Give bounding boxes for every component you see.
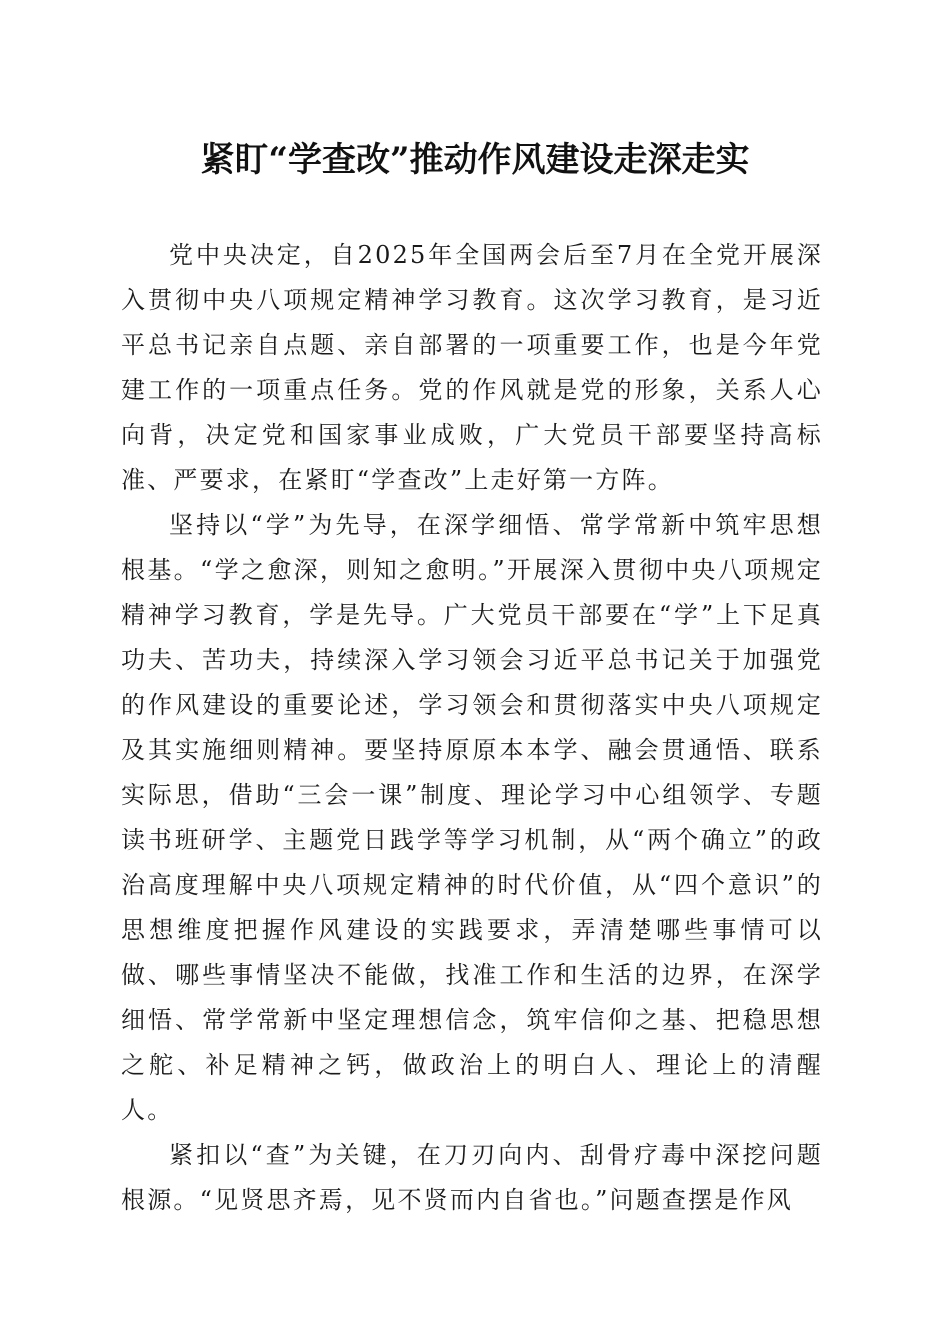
paragraph: 坚持以“学”为先导，在深学细悟、常学常新中筑牢思想根基。“学之愈深，则知之愈明。”开展深入贯彻中央八项规定精神学习教育，学是先导。广大党员干部要在“学”上下足真功夫、苦功夫，持续深入学习领会习近平总书记关于加强党的作风建设的重要论述，学习领会和贯彻落实中央八项规定及其实施细则精神。要坚持原原本本学、融会贯通悟、联系实际思，借助“三会一课”制度、理论学习中心组领学、专题读书班研学、主题党日践学等学习机制，从“两个确立”的政治高度理解中央八项规定精神的时代价值，从“四个意识”的思想维度把握作风建设的实践要求，弄清楚哪些事情可以做、哪些事情坚决不能做，找准工作和生活的边界，在深学细悟、常学常新中坚定理想信念，筑牢信仰之基、把稳思想之舵、补足精神之钙，做政治上的明白人、理论上的清醒人。 xyxy=(121,511,823,1124)
paragraph: 紧扣以“查”为关键，在刀刃向内、刮骨疗毒中深挖问题根源。“见贤思齐焉，见不贤而内自省也。”问题查摆是作风 xyxy=(121,1141,823,1214)
document-title: 紧盯“学查改”推动作风建设走深走实 xyxy=(200,140,750,180)
document-body xyxy=(121,233,823,1223)
paragraph: 党中央决定，自2025年全国两会后至7月在全党开展深入贯彻中央八项规定精神学习教育。这次学习教育，是习近平总书记亲自点题、亲自部署的一项重要工作，也是今年党建工作的一项重点任务。党的作风就是党的形象，关系人心向背，决定党和国家事业成败，广大党员干部要坚持高标准、严要求，在紧盯“学查改”上走好第一方阵。 xyxy=(121,241,823,494)
